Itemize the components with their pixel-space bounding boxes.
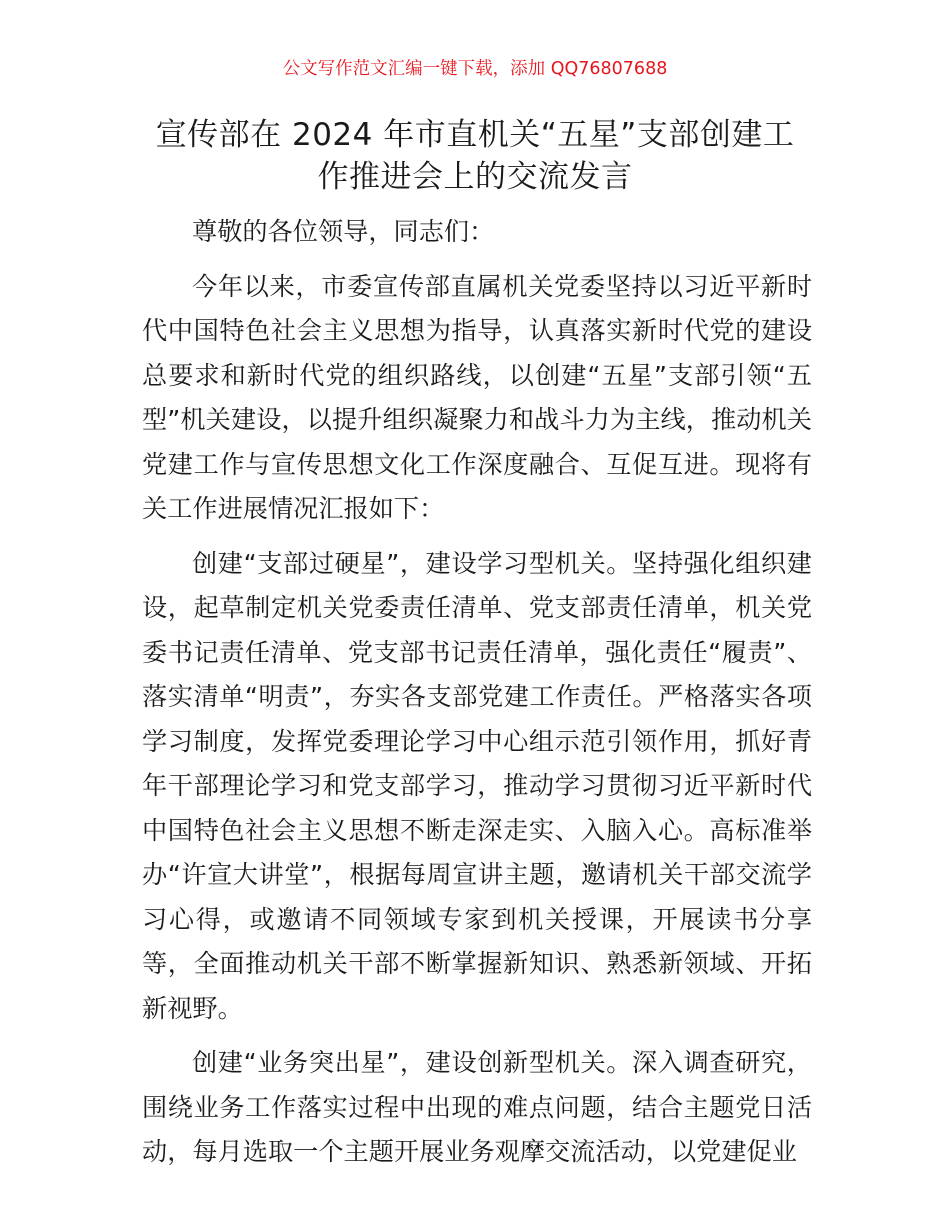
title-line-2: 作推进会上的交流发言 <box>317 159 633 195</box>
download-watermark-banner: 公文写作范文汇编一键下载，添加 QQ76807688 <box>282 59 668 79</box>
paragraph-intro: 今年以来，市委宣传部直属机关党委坚持以习近平新时代中国特色社会主义思想为指导，认真落实新时代党的建设总要求和新时代党的组织路线，以创建“五星”支部引领“五型”机关建设，以提升组织凝聚力和战斗力为主线，推动机关党建工作与宣传思想文化工作深度融合、互促互进。现将有关工作进展情况汇报如下： <box>142 271 812 523</box>
document-title <box>120 114 830 198</box>
paragraph-branch-star: 创建“支部过硬星”，建设学习型机关。坚持强化组织建设，起草制定机关党委责任清单、党支部责任清单，机关党委书记责任清单、党支部书记责任清单，强化责任“履责”、落实清单“明责”，夯实各支部党建工作责任。严格落实各项学习制度，发挥党委理论学习中心组示范引领作用，抓好青年干部理论学习和党支部学习，推动学习贯彻习近平新时代中国特色社会主义思想不断走深走实、入脑入心。高标准举办“许宣大讲堂”，根据每周宣讲主题，邀请机关干部交流学习心得，或邀请不同领域专家到机关授课，开展读书分享等，全面推动机关干部不断掌握新知识、熟悉新领域、开拓新视野。 <box>142 548 812 1023</box>
document-body <box>142 210 812 1185</box>
title-line-1: 宣传部在 2024 年市直机关“五星”支部创建工 <box>155 117 795 153</box>
paragraph-business-star: 创建“业务突出星”，建设创新型机关。深入调查研究，围绕业务工作落实过程中出现的难点问题，结合主题党日活动，每月选取一个主题开展业务观摩交流活动，以党建促业 <box>142 1048 812 1166</box>
greeting: 尊敬的各位领导，同志们： <box>192 217 495 246</box>
